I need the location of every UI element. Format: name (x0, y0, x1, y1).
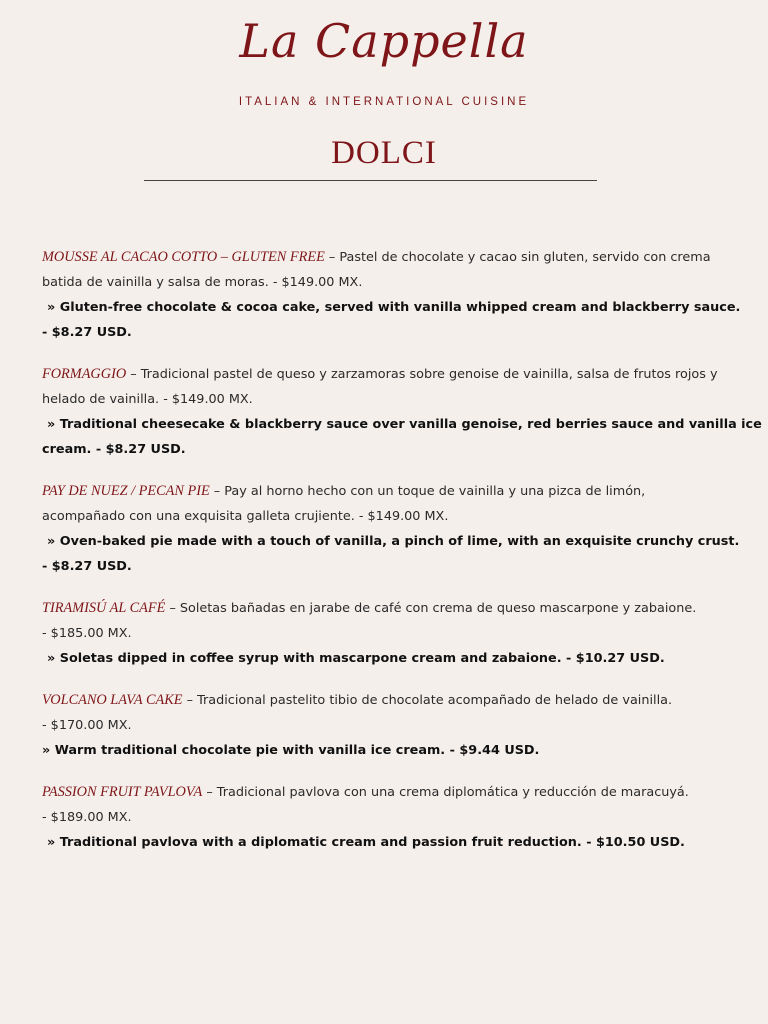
item-desc-es: – Soletas bañadas en jarabe de café con crema de queso mascarpone y zabaione. (165, 601, 697, 616)
menu-item-formaggio (42, 362, 762, 462)
item-name: PASSION FRUIT PAVLOVA (42, 784, 203, 800)
menu-item-pecan-pie (42, 479, 740, 579)
item-name: VOLCANO LAVA CAKE (42, 692, 183, 708)
item-spanish-line-2: helado de vainilla. - $149.00 MX. (42, 392, 253, 407)
restaurant-logo: La Cappella (239, 14, 529, 68)
menu-item-lava-cake (42, 688, 732, 763)
item-desc-en: » Oven-baked pie made with a touch of vanilla, a pinch of lime, with an exquisite crunchy crust. (47, 534, 740, 549)
item-spanish-line-1 (42, 596, 732, 621)
item-spanish-line-1 (42, 245, 732, 270)
item-desc-en: » Warm traditional chocolate pie with vanilla ice cream. - $9.44 USD. (42, 743, 540, 758)
item-spanish-line-1 (42, 362, 732, 387)
item-desc-en: » Gluten-free chocolate & cocoa cake, served with vanilla whipped cream and blackberry sauce. (47, 300, 741, 315)
item-spanish-line-1 (42, 479, 732, 504)
menu-items (42, 245, 762, 872)
menu-item-mousse (42, 245, 741, 345)
item-name: PAY DE NUEZ / PECAN PIE (42, 483, 210, 499)
item-desc-es: – Tradicional pastel de queso y zarzamoras sobre genoise de vainilla, salsa de frutos rojos y (126, 367, 718, 382)
title-divider (144, 180, 597, 181)
item-price-usd: - $8.27 USD. (42, 559, 132, 574)
item-spanish-line-1 (42, 780, 732, 805)
item-spanish-line-1 (42, 688, 732, 713)
item-desc-es: – Pastel de chocolate y cacao sin gluten, servido con crema (324, 250, 711, 265)
item-desc-es: – Tradicional pastelito tibio de chocolate acompañado de helado de vainilla. (182, 693, 673, 708)
item-spanish-line-2: - $185.00 MX. (42, 626, 132, 641)
item-desc-en: » Traditional cheesecake & blackberry sauce over vanilla genoise, red berries sauce and vanilla ice (47, 417, 762, 432)
item-price-usd: cream. - $8.27 USD. (42, 442, 186, 457)
item-spanish-line-2: acompañado con una exquisita galleta crujiente. - $149.00 MX. (42, 509, 449, 524)
item-name: FORMAGGIO (42, 366, 127, 382)
item-desc-en: » Traditional pavlova with a diplomatic cream and passion fruit reduction. - $10.50 USD. (47, 835, 685, 850)
item-price-usd: - $8.27 USD. (42, 325, 132, 340)
restaurant-subtitle: ITALIAN & INTERNATIONAL CUISINE (238, 96, 530, 108)
menu-item-tiramisu (42, 596, 732, 671)
item-spanish-line-2: - $170.00 MX. (42, 718, 132, 733)
item-name: TIRAMISÚ AL CAFÉ (42, 600, 166, 616)
page-title: DOLCI (331, 135, 437, 171)
item-spanish-line-2: - $189.00 MX. (42, 810, 132, 825)
item-spanish-line-2: batida de vainilla y salsa de moras. - $149.00 MX. (42, 275, 363, 290)
item-desc-es: – Tradicional pavlova con una crema diplomática y reducción de maracuyá. (202, 785, 689, 800)
item-desc-en: » Soletas dipped in coffee syrup with mascarpone cream and zabaione. - $10.27 USD. (47, 651, 665, 666)
menu-item-pavlova (42, 780, 732, 855)
item-desc-es: – Pay al horno hecho con un toque de vainilla y una pizca de limón, (209, 484, 646, 499)
item-name: MOUSSE AL CACAO COTTO – GLUTEN FREE (42, 249, 325, 265)
